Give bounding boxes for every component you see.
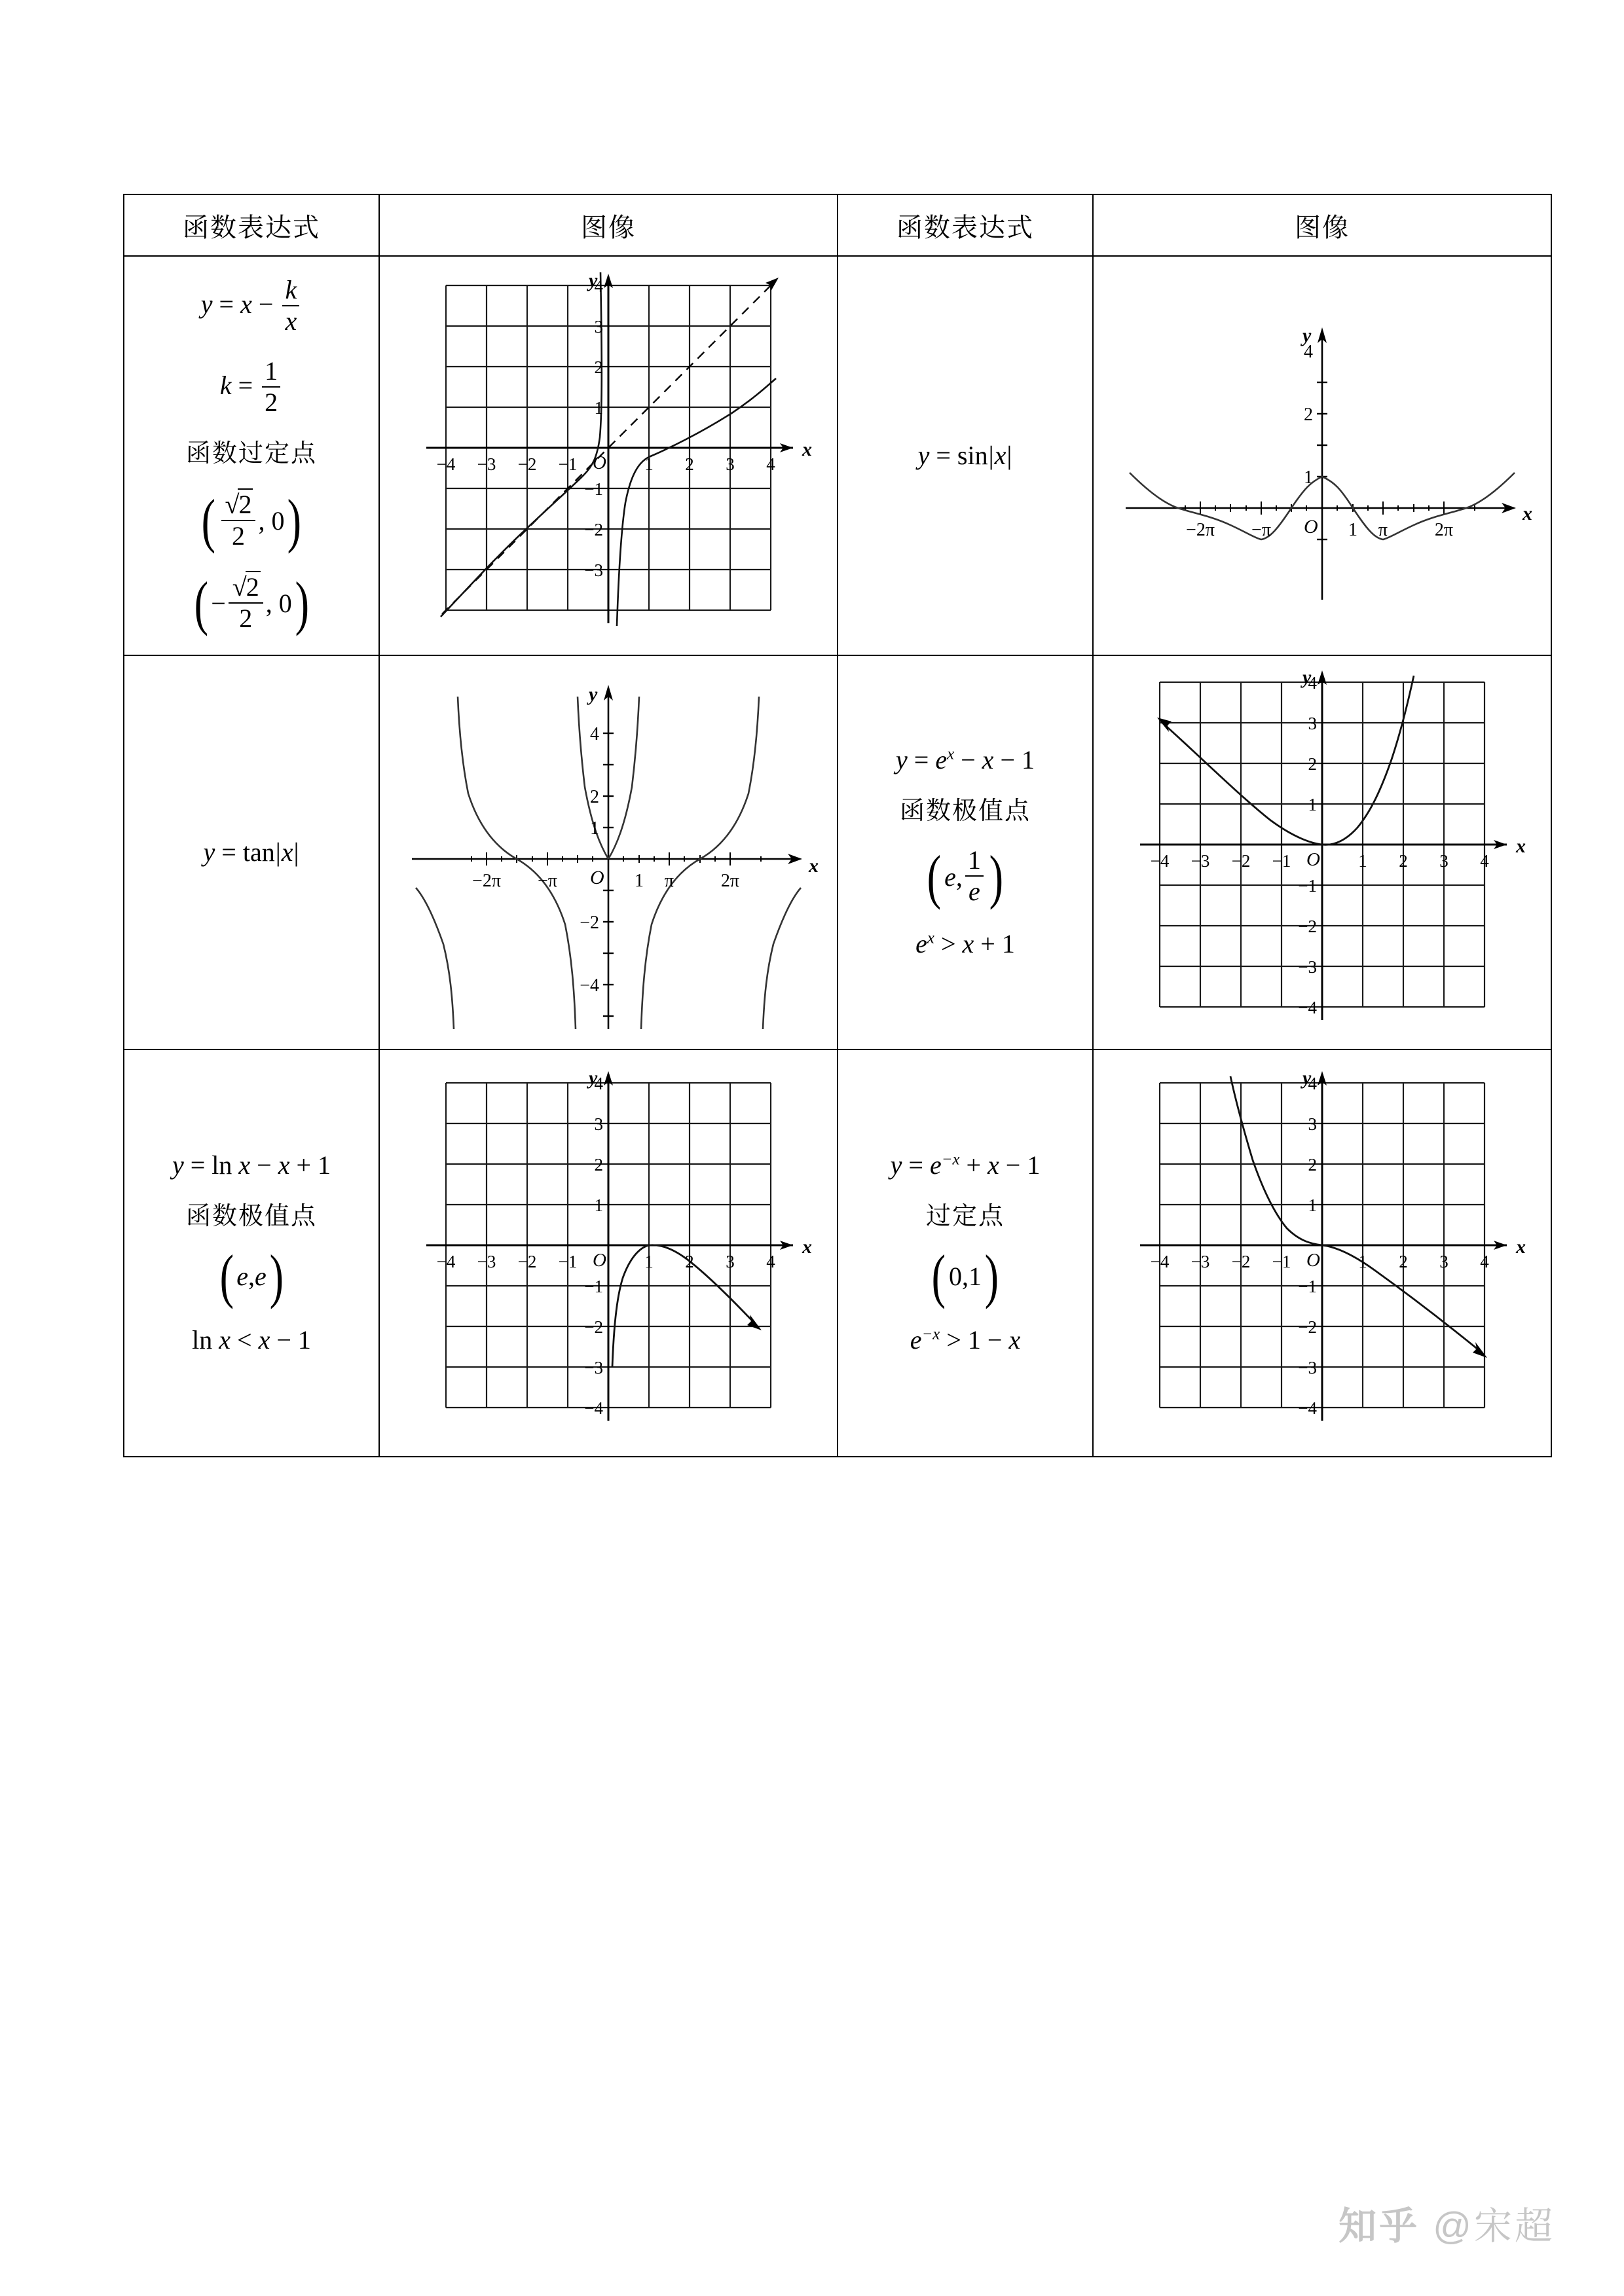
svg-text:3: 3 [1439, 850, 1449, 871]
origin-label: O [1304, 515, 1318, 538]
svg-text:4: 4 [1480, 1251, 1489, 1271]
svg-text:−3: −3 [1190, 1251, 1210, 1271]
svg-text:3: 3 [594, 316, 603, 337]
formula-y-equals-ln-x-minus-x-plus-1: y = ln x − x + 1 [172, 1150, 331, 1180]
svg-text:2: 2 [1308, 754, 1317, 774]
function-reference-table [123, 194, 1552, 1457]
axes [1140, 673, 1507, 1020]
axes [426, 1074, 793, 1421]
graph-cell-x-minus-k-over-x [379, 256, 838, 655]
x-axis-label: x [1522, 502, 1532, 524]
svg-text:−4: −4 [1298, 1398, 1317, 1418]
branch-neg-pi-to-neg-3half-pi [458, 697, 517, 859]
svg-text:−2: −2 [580, 912, 599, 933]
note-passes-fixed-point: 过定点 [925, 1203, 1005, 1231]
expression-cell-x-minus-k-over-x [124, 256, 379, 655]
svg-text:4: 4 [1480, 850, 1489, 871]
svg-text:1: 1 [1308, 1195, 1317, 1215]
svg-text:−3: −3 [584, 560, 603, 580]
svg-text:4: 4 [594, 276, 603, 296]
x-axis-label: x [802, 1235, 812, 1258]
svg-text:−π: −π [538, 870, 557, 891]
svg-text:−3: −3 [477, 454, 496, 474]
y-axis-label: y [589, 1066, 598, 1089]
fixed-point-zero-one: ( 0,1 ) [931, 1242, 999, 1309]
svg-text:π: π [1378, 519, 1388, 540]
svg-text:−1: −1 [584, 479, 603, 499]
svg-text:2π: 2π [1434, 519, 1454, 540]
svg-text:1: 1 [594, 1195, 603, 1215]
watermark-author: @宋超 [1433, 2205, 1555, 2248]
svg-text:−1: −1 [1298, 875, 1317, 896]
fixed-point-negative: ( − $\frac{√2}{2}$ , 0 ) [194, 569, 309, 636]
table-row [124, 655, 1551, 1049]
header-graph-1: 图像 [379, 194, 838, 256]
svg-text:1: 1 [590, 818, 599, 839]
header-expression-1: 函数表达式 [124, 194, 379, 256]
svg-text:−2: −2 [1298, 916, 1317, 936]
svg-text:−3: −3 [1298, 957, 1317, 977]
expression-cell-exp-neg-x-plus-x-minus-1 [838, 1049, 1093, 1457]
graph-cell-exp-neg-x-plus-x-minus-1 [1093, 1049, 1551, 1457]
axes [412, 689, 798, 1029]
fixed-point-positive: ( $\frac{√2}{2}$ , 0 ) [201, 486, 302, 554]
origin-label: O [593, 1249, 606, 1271]
x-axis-label: x [802, 438, 812, 460]
expression-cell-tan-abs-x [124, 655, 379, 1049]
svg-text:4: 4 [766, 454, 775, 474]
formula-y-equals-tan-abs-x: y = tan|x| [203, 837, 299, 867]
axes [1140, 1074, 1507, 1421]
svg-text:1: 1 [1308, 794, 1317, 814]
svg-text:1: 1 [1358, 1251, 1367, 1271]
x-axis-label: x [1516, 1235, 1526, 1258]
svg-text:1: 1 [644, 1251, 654, 1271]
svg-text:−2π: −2π [472, 870, 501, 891]
expression-cell-sin-abs-x [838, 256, 1093, 655]
svg-text:1: 1 [1304, 467, 1313, 488]
svg-text:2: 2 [1304, 404, 1313, 425]
svg-text:4: 4 [594, 1073, 603, 1093]
svg-text:−π: −π [1251, 519, 1271, 540]
svg-text:2: 2 [590, 786, 599, 807]
y-axis-label: y [1302, 666, 1312, 688]
axes [426, 276, 793, 623]
branch-far-left [416, 888, 454, 1029]
curve-left-branch [441, 269, 602, 617]
svg-text:−3: −3 [1298, 1357, 1317, 1377]
svg-text:−1: −1 [1272, 1251, 1291, 1271]
svg-text:−1: −1 [584, 1276, 603, 1296]
svg-text:−4: −4 [1150, 1251, 1170, 1271]
header-expression-2: 函数表达式 [838, 194, 1093, 256]
branch-far-right [763, 888, 801, 1029]
branch-0-to-half-pi [608, 697, 639, 859]
expression-cell-ln-x-minus-x-plus-1 [124, 1049, 379, 1457]
svg-text:−2: −2 [517, 1251, 537, 1271]
y-tick-labels [1304, 342, 1313, 488]
svg-text:1: 1 [1358, 850, 1367, 871]
svg-text:4: 4 [766, 1251, 775, 1271]
graph-x-minus-k-over-x [392, 259, 824, 652]
inequality-exp-x-greater-x-plus-1: $e^x > x + 1$ [915, 929, 1015, 959]
svg-text:π: π [664, 870, 674, 891]
svg-text:4: 4 [1308, 672, 1317, 693]
svg-text:1: 1 [594, 397, 603, 418]
svg-text:−1: −1 [1298, 1276, 1317, 1296]
svg-text:3: 3 [594, 1114, 603, 1134]
svg-text:3: 3 [726, 454, 735, 474]
origin-label: O [1306, 848, 1320, 870]
svg-text:−3: −3 [584, 1357, 603, 1377]
x-axis-label: x [1516, 835, 1526, 857]
svg-text:2: 2 [1308, 1154, 1317, 1175]
branch-pi-to-3half-pi [700, 697, 759, 859]
extreme-point-e-one-over-e: ( e , $\frac{1}{e}$ ) [927, 843, 1003, 911]
origin-label: O [590, 866, 604, 888]
svg-text:2π: 2π [720, 870, 740, 891]
svg-text:4: 4 [590, 723, 599, 744]
x-axis-label: x [809, 854, 819, 877]
table-header-row [124, 194, 1551, 256]
svg-text:3: 3 [1308, 713, 1317, 733]
svg-text:−1: −1 [1272, 850, 1291, 871]
svg-text:2: 2 [685, 1251, 694, 1271]
svg-text:−2π: −2π [1186, 519, 1215, 540]
inequality-exp-neg-x-greater-1-minus-x: $e^{-x} > 1 - x$ [910, 1324, 1021, 1355]
svg-text:2: 2 [1399, 1251, 1408, 1271]
svg-text:4: 4 [1304, 341, 1313, 362]
svg-text:−2: −2 [1298, 1317, 1317, 1337]
svg-text:−2: −2 [1231, 850, 1251, 871]
svg-text:−4: −4 [1298, 997, 1317, 1017]
origin-label: O [1306, 1249, 1320, 1271]
svg-text:−4: −4 [584, 1398, 603, 1418]
formula-y-equals-sin-abs-x: y = sin|x| [917, 440, 1012, 470]
axes [1126, 331, 1512, 600]
svg-text:−1: −1 [558, 454, 578, 474]
formula-y-equals-exp-neg-x-plus-x-minus-1: $y = e^{-x} + x - 1$ [890, 1150, 1041, 1180]
watermark-site: 知乎 [1338, 2205, 1420, 2248]
svg-text:1: 1 [644, 454, 654, 474]
svg-text:−4: −4 [1150, 850, 1170, 871]
table-row [124, 1049, 1551, 1457]
formula-k-equals-one-half: k = $\frac{1}{2}$ [124, 357, 378, 419]
svg-text:2: 2 [685, 454, 694, 474]
svg-text:2: 2 [594, 357, 603, 377]
curve-right-branch [617, 378, 776, 626]
formula-y-equals-x-minus-k-over-x: y = x − $\frac{k}{x}$ [124, 276, 378, 338]
svg-text:2: 2 [1399, 850, 1408, 871]
graph-sin-abs-x [1106, 292, 1538, 619]
svg-text:3: 3 [1308, 1114, 1317, 1134]
graph-cell-exp-x-minus-x-minus-1 [1093, 655, 1551, 1049]
y-axis-label: y [1302, 324, 1312, 346]
graph-cell-ln-x-minus-x-plus-1 [379, 1049, 838, 1457]
formula-y-equals-exp-x-minus-x-minus-1: $y = e^x - x - 1$ [896, 744, 1035, 774]
svg-text:1: 1 [635, 870, 644, 891]
graph-cell-sin-abs-x [1093, 256, 1551, 655]
origin-label: O [593, 452, 606, 473]
table-row [124, 256, 1551, 655]
header-graph-2: 图像 [1093, 194, 1551, 256]
y-axis-label: y [589, 683, 598, 705]
svg-text:2: 2 [594, 1154, 603, 1175]
svg-text:−2: −2 [1231, 1251, 1251, 1271]
inequality-ln-x-less-x-minus-1: ln x < x − 1 [192, 1324, 311, 1355]
svg-text:−3: −3 [477, 1251, 496, 1271]
x-tick-labels [472, 871, 739, 891]
svg-text:−4: −4 [436, 1251, 456, 1271]
watermark [1338, 2195, 1555, 2250]
y-axis-label: y [1302, 1066, 1312, 1089]
svg-text:−1: −1 [558, 1251, 578, 1271]
svg-text:3: 3 [1439, 1251, 1449, 1271]
curve-ln-x-minus-x-plus-1 [612, 1245, 756, 1366]
svg-text:−4: −4 [436, 454, 456, 474]
graph-ln-x-minus-x-plus-1 [392, 1050, 824, 1456]
note-extreme-point: 函数极值点 [185, 1203, 317, 1231]
svg-text:1: 1 [1348, 519, 1357, 540]
graph-exp-minus-x-minus-1 [1106, 656, 1538, 1049]
svg-text:−4: −4 [580, 975, 599, 996]
svg-text:−2: −2 [517, 454, 537, 474]
expression-cell-exp-x-minus-x-minus-1 [838, 655, 1093, 1049]
extreme-point-e-e: ( e , e ) [219, 1242, 284, 1309]
graph-cell-tan-abs-x [379, 655, 838, 1049]
svg-text:−2: −2 [584, 1317, 603, 1337]
svg-text:4: 4 [1308, 1073, 1317, 1093]
note-extreme-point: 函数极值点 [899, 797, 1031, 825]
graph-exp-neg-x-plus-x-minus-1 [1106, 1050, 1538, 1456]
svg-text:−3: −3 [1190, 850, 1210, 871]
svg-text:3: 3 [726, 1251, 735, 1271]
svg-text:−2: −2 [584, 519, 603, 539]
graph-tan-abs-x [392, 663, 824, 1042]
y-axis-label: y [589, 269, 598, 291]
note-passes-fixed-point: 函数过定点 [185, 440, 317, 467]
